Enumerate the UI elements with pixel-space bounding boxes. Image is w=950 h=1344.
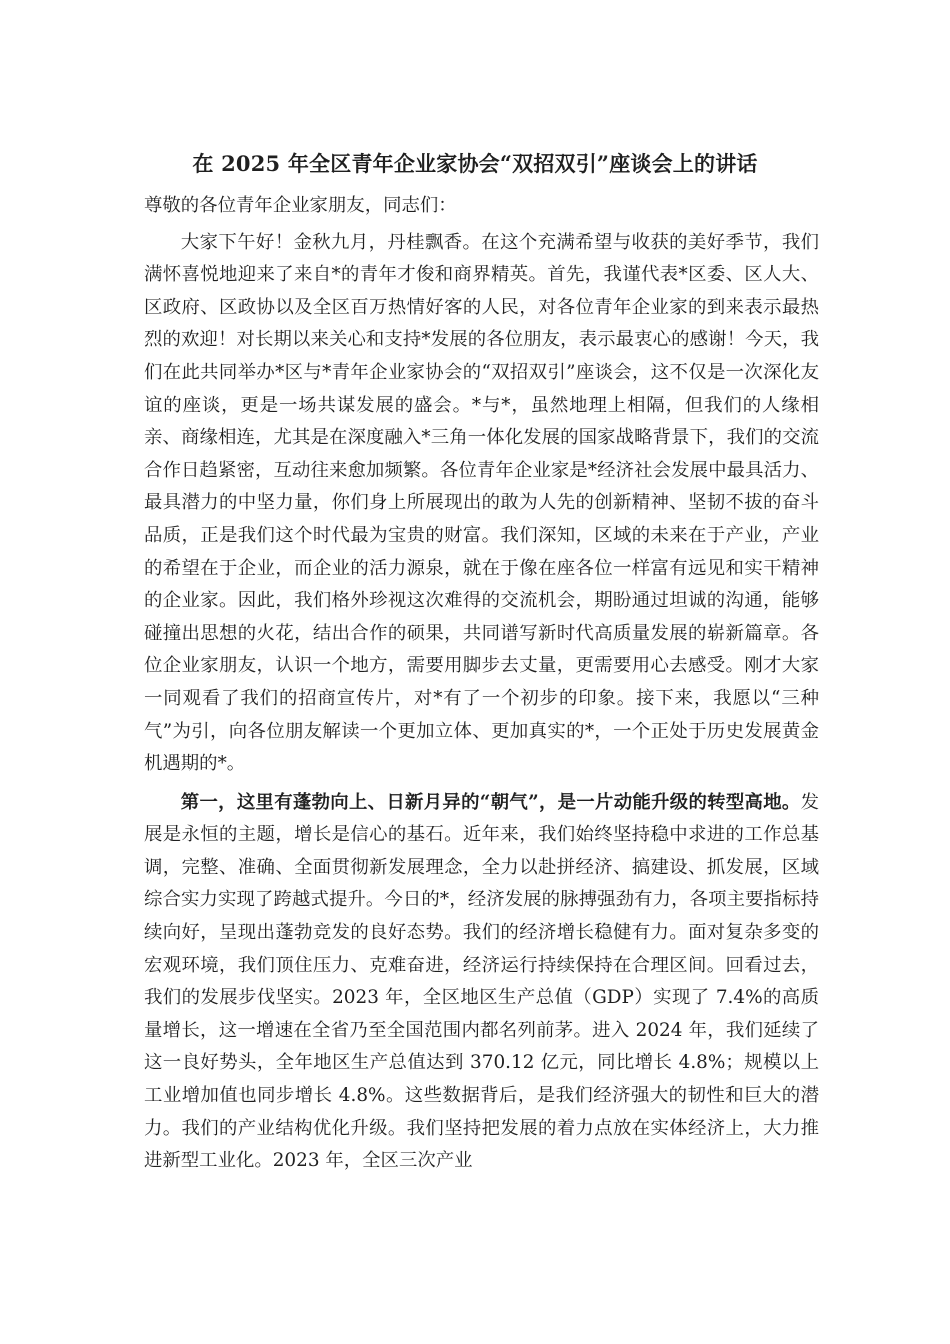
document-title: 在 2025 年全区青年企业家协会“双招双引”座谈会上的讲话 [192,151,758,176]
section-heading: 第一，这里有蓬勃向上、日新月异的“朝气”，是一片动能升级的转型高地。 [180,791,801,813]
paragraph-opening [144,227,819,781]
document-body [144,190,819,1178]
paragraph-text: 大家下午好！金秋九月，丹桂飘香。在这个充满希望与收获的美好季节，我们满怀喜悦地迎来了来自*的青年才俊和商界精英。首先，我谨代表*区委、区人大、区政府、区政协以及全区百万热情好客的人民，对各位青年企业家的到来表示最热烈的欢迎！对长期以来关心和支持*发展的各位朋友，表示最衷心的感谢！今天，我们在此共同举办*区与*青年企业家协会的“双招双引”座谈会，这不仅是一次深化友谊的座谈，更是一场共谋发展的盛会。*与*，虽然地理上相隔，但我们的人缘相亲、商缘相连，尤其是在深度融入*三角一体化发展的国家战略背景下，我们的交流合作日趋紧密，互动往来愈加频繁。各位青年企业家是*经济社会发展中最具活力、最具潜力的中坚力量，你们身上所展现出的敢为人先的创新精神、坚韧不拔的奋斗品质，正是我们这个时代最为宝贵的财富。我们深知，区域的未来在于产业，产业的希望在于企业，而企业的活力源泉，就在于像在座各位一样富有远见和实干精神的企业家。因此，我们格外珍视这次难得的交流机会，期盼通过坦诚的沟通，能够碰撞出思想的火花，结出合作的硕果，共同谱写新时代高质量发展的崭新篇章。各位企业家朋友，认识一个地方，需要用脚步去丈量，更需要用心去感受。刚才大家一同观看了我们的招商宣传片，对*有了一个初步的印象。接下来，我愿以“三种气”为引，向各位朋友解读一个更加立体、更加真实的*，一个正处于历史发展黄金机遇期的*。 [144,231,819,775]
salutation: 尊敬的各位青年企业家朋友，同志们： [144,195,457,216]
paragraph-text: 发展是永恒的主题，增长是信心的基石。近年来，我们始终坚持稳中求进的工作总基调，完整、准确、全面贯彻新发展理念，全力以赴拼经济、搞建设、抓发展，区域综合实力实现了跨越式提升。今日的*，经济发展的脉搏强劲有力，各项主要指标持续向好，呈现出蓬勃竞发的良好态势。我们的经济增长稳健有力。面对复杂多变的宏观环境，我们顶住压力、克难奋进，经济运行持续保持在合理区间。回看过去，我们的发展步伐坚实。2023 年，全区地区生产总值（GDP）实现了 7.4%的高质量增长，这一增速在全省乃至全国范围内都名列前茅。进入 2024 年，我们延续了这一良好势头，全年地区生产总值达到 370.12 亿元，同比增长 4.8%；规模以上工业增加值也同步增长 4.8%。这些数据背后，是我们经济强大的韧性和巨大的潜力。我们的产业结构优化升级。我们坚持把发展的着力点放在实体经济上，大力推进新型工业化。2023 年，全区三次产业 [144,791,819,1172]
paragraph-section-one [144,787,819,1178]
